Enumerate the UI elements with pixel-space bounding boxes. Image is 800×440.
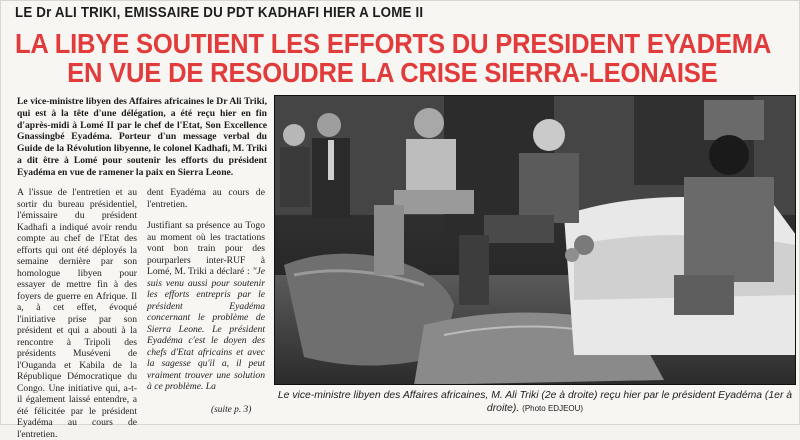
article-lead: Le vice-ministre libyen des Affaires africaines le Dr Ali Triki, qui est à la tête d'une délégation, a été reçu hier en fin d'après-midi à Lomé II par le chef de l'Etat, Son Excellence Gnassingbé Eyadéma. Porteur d'un message verbal du Guide de la Révolution libyenne, le colonel Kadhafi, M. Triki a dit être à Lomé pour soutenir les efforts du président Eyadéma en vue de ramener la paix en Sierra Leone. (17, 96, 267, 178)
column-2-quote: "Je suis venu aussi pour soutenir les efforts entrepris par le président Eyadéma concernant le problème de Sierra Leone. Le président Eyadéma c'est le doyen des chefs d'Etat africains et avec la sagesse qu'il a, il peut vraiment trouver une solution à ce problème. La (147, 266, 265, 392)
headline-line-1: LA LIBYE SOUTIENT LES EFFORTS DU PRESIDENT EYADEMA (15, 28, 772, 59)
article-headline (15, 28, 772, 88)
article-column-1 (17, 187, 137, 440)
column-2-intro: dent Eyadéma au cours de l'entretien. (147, 187, 265, 210)
article-column-2 (147, 187, 265, 412)
meeting-photo-illustration (274, 95, 796, 385)
column-2-text: Justifiant sa présence au Togo au moment où les tractations vont bon train pour des pourparlers inter-RUF à Lomé, M. Triki a déclaré : (147, 220, 265, 277)
headline-line-2: EN VUE DE RESOUDRE LA CRISE SIERRA-LEONAISE (67, 57, 718, 88)
continued-marker: (suite p. 3) (211, 405, 252, 415)
column-1-text: A l'issue de l'entretien et au sortir du bureau présidentiel, l'émissaire du président Kadhafi a indiqué avoir rendu compte au chef de l'Etat des efforts qui ont été déployés la semaine dernière par son homologue libyen pour essayer de mettre fin à des foyers de guerre en Afrique. Il a, à cet effet, évoqué l'initiative prise par son président et qui a abouti à la rencontre à Tripoli des présidents Muséveni de l'Ouganda et Kabila de la République Démocratique du Congo. Une initiative qui, a-t-il également laissé entendre, a été félicitée par le président Eyadéma au cours de l'entretien. (17, 187, 137, 440)
photo-credit: (Photo EDJEOU) (522, 403, 584, 413)
photo-caption (277, 390, 793, 415)
article-kicker: LE Dr ALI TRIKI, EMISSAIRE DU PDT KADHAFI HIER A LOME II (15, 5, 424, 21)
caption-text: Le vice-ministre libyen des Affaires africaines, M. Ali Triki (2e à droite) reçu hier par le président Eyadéma (1er à droite). (277, 390, 793, 414)
article-photo (274, 95, 796, 385)
